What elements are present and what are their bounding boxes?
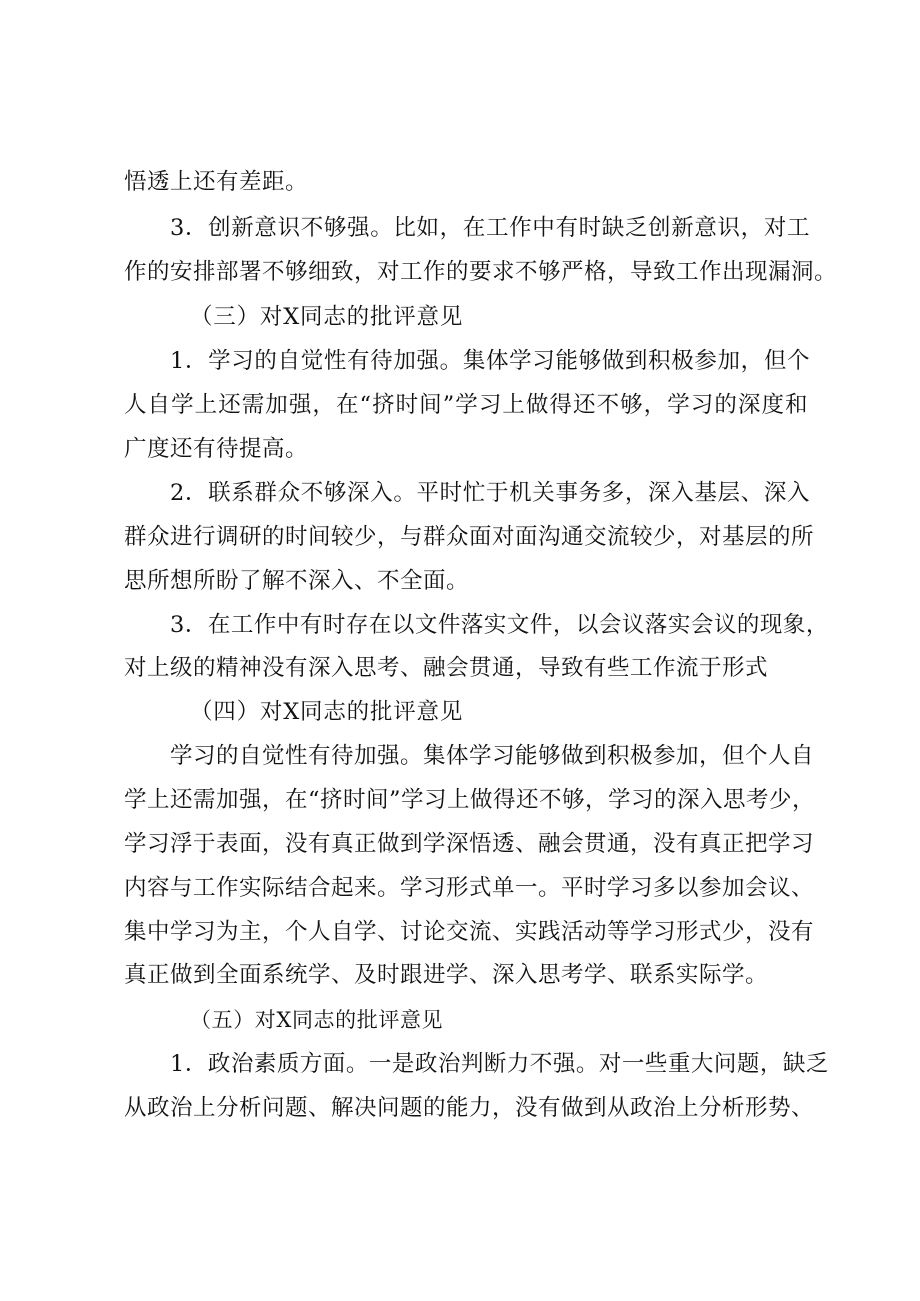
text-line: 学习浮于表面，没有真正做到学深悟透、融会贯通，没有真正把学习 bbox=[124, 831, 815, 857]
text-line: 思所想所盼了解不深入、不全面。 bbox=[124, 568, 470, 594]
list-item-text: 3．创新意识不够强。比如，在工作中有时缺乏创新意识，对工 bbox=[170, 215, 810, 241]
section-heading: （五）对X同志的批评意见 bbox=[190, 1008, 444, 1032]
text-line: 作的安排部署不够细致，对工作的要求不够严格，导致工作出现漏洞。 bbox=[124, 259, 838, 285]
list-item-text: 2．联系群众不够深入。平时忙于机关事务多，深入基层、深入 bbox=[170, 480, 810, 506]
paragraph-text: 学习的自觉性有待加强。集体学习能够做到积极参加，但个人自 bbox=[170, 743, 815, 769]
text-line: 学上还需加强，在“挤时间”学习上做得还不够，学习的深入思考少， bbox=[124, 787, 816, 813]
text-line: 人自学上还需加强，在“挤时间”学习上做得还不够，学习的深度和 bbox=[124, 392, 808, 418]
section-heading: （四）对X同志的批评意见 bbox=[190, 699, 464, 725]
text-line: 群众进行调研的时间较少，与群众面对面沟通交流较少，对基层的所 bbox=[124, 524, 815, 550]
text-line: 真正做到全面系统学、及时跟进学、深入思考学、联系实际学。 bbox=[124, 962, 769, 988]
list-item-text: 1．政治素质方面。一是政治判断力不强。对一些重大问题，缺乏 bbox=[170, 1051, 829, 1077]
list-item-text: 3．在工作中有时存在以文件落实文件，以会议落实会议的现象， bbox=[170, 612, 829, 638]
text-line: 从政治上分析问题、解决问题的能力，没有做到从政治上分析形势、 bbox=[124, 1095, 815, 1121]
text-line: 内容与工作实际结合起来。学习形式单一。平时学习多以参加会议、 bbox=[124, 875, 815, 901]
text-line: 集中学习为主，个人自学、讨论交流、实践活动等学习形式少，没有 bbox=[124, 919, 815, 945]
list-item-text: 1．学习的自觉性有待加强。集体学习能够做到积极参加，但个 bbox=[170, 348, 810, 374]
text-line: 广度还有待提高。 bbox=[124, 436, 309, 462]
section-heading: （三）对X同志的批评意见 bbox=[190, 304, 464, 330]
text-line: 悟透上还有差距。 bbox=[124, 169, 309, 195]
text-line: 对上级的精神没有深入思考、融会贯通，导致有些工作流于形式 bbox=[124, 655, 769, 681]
